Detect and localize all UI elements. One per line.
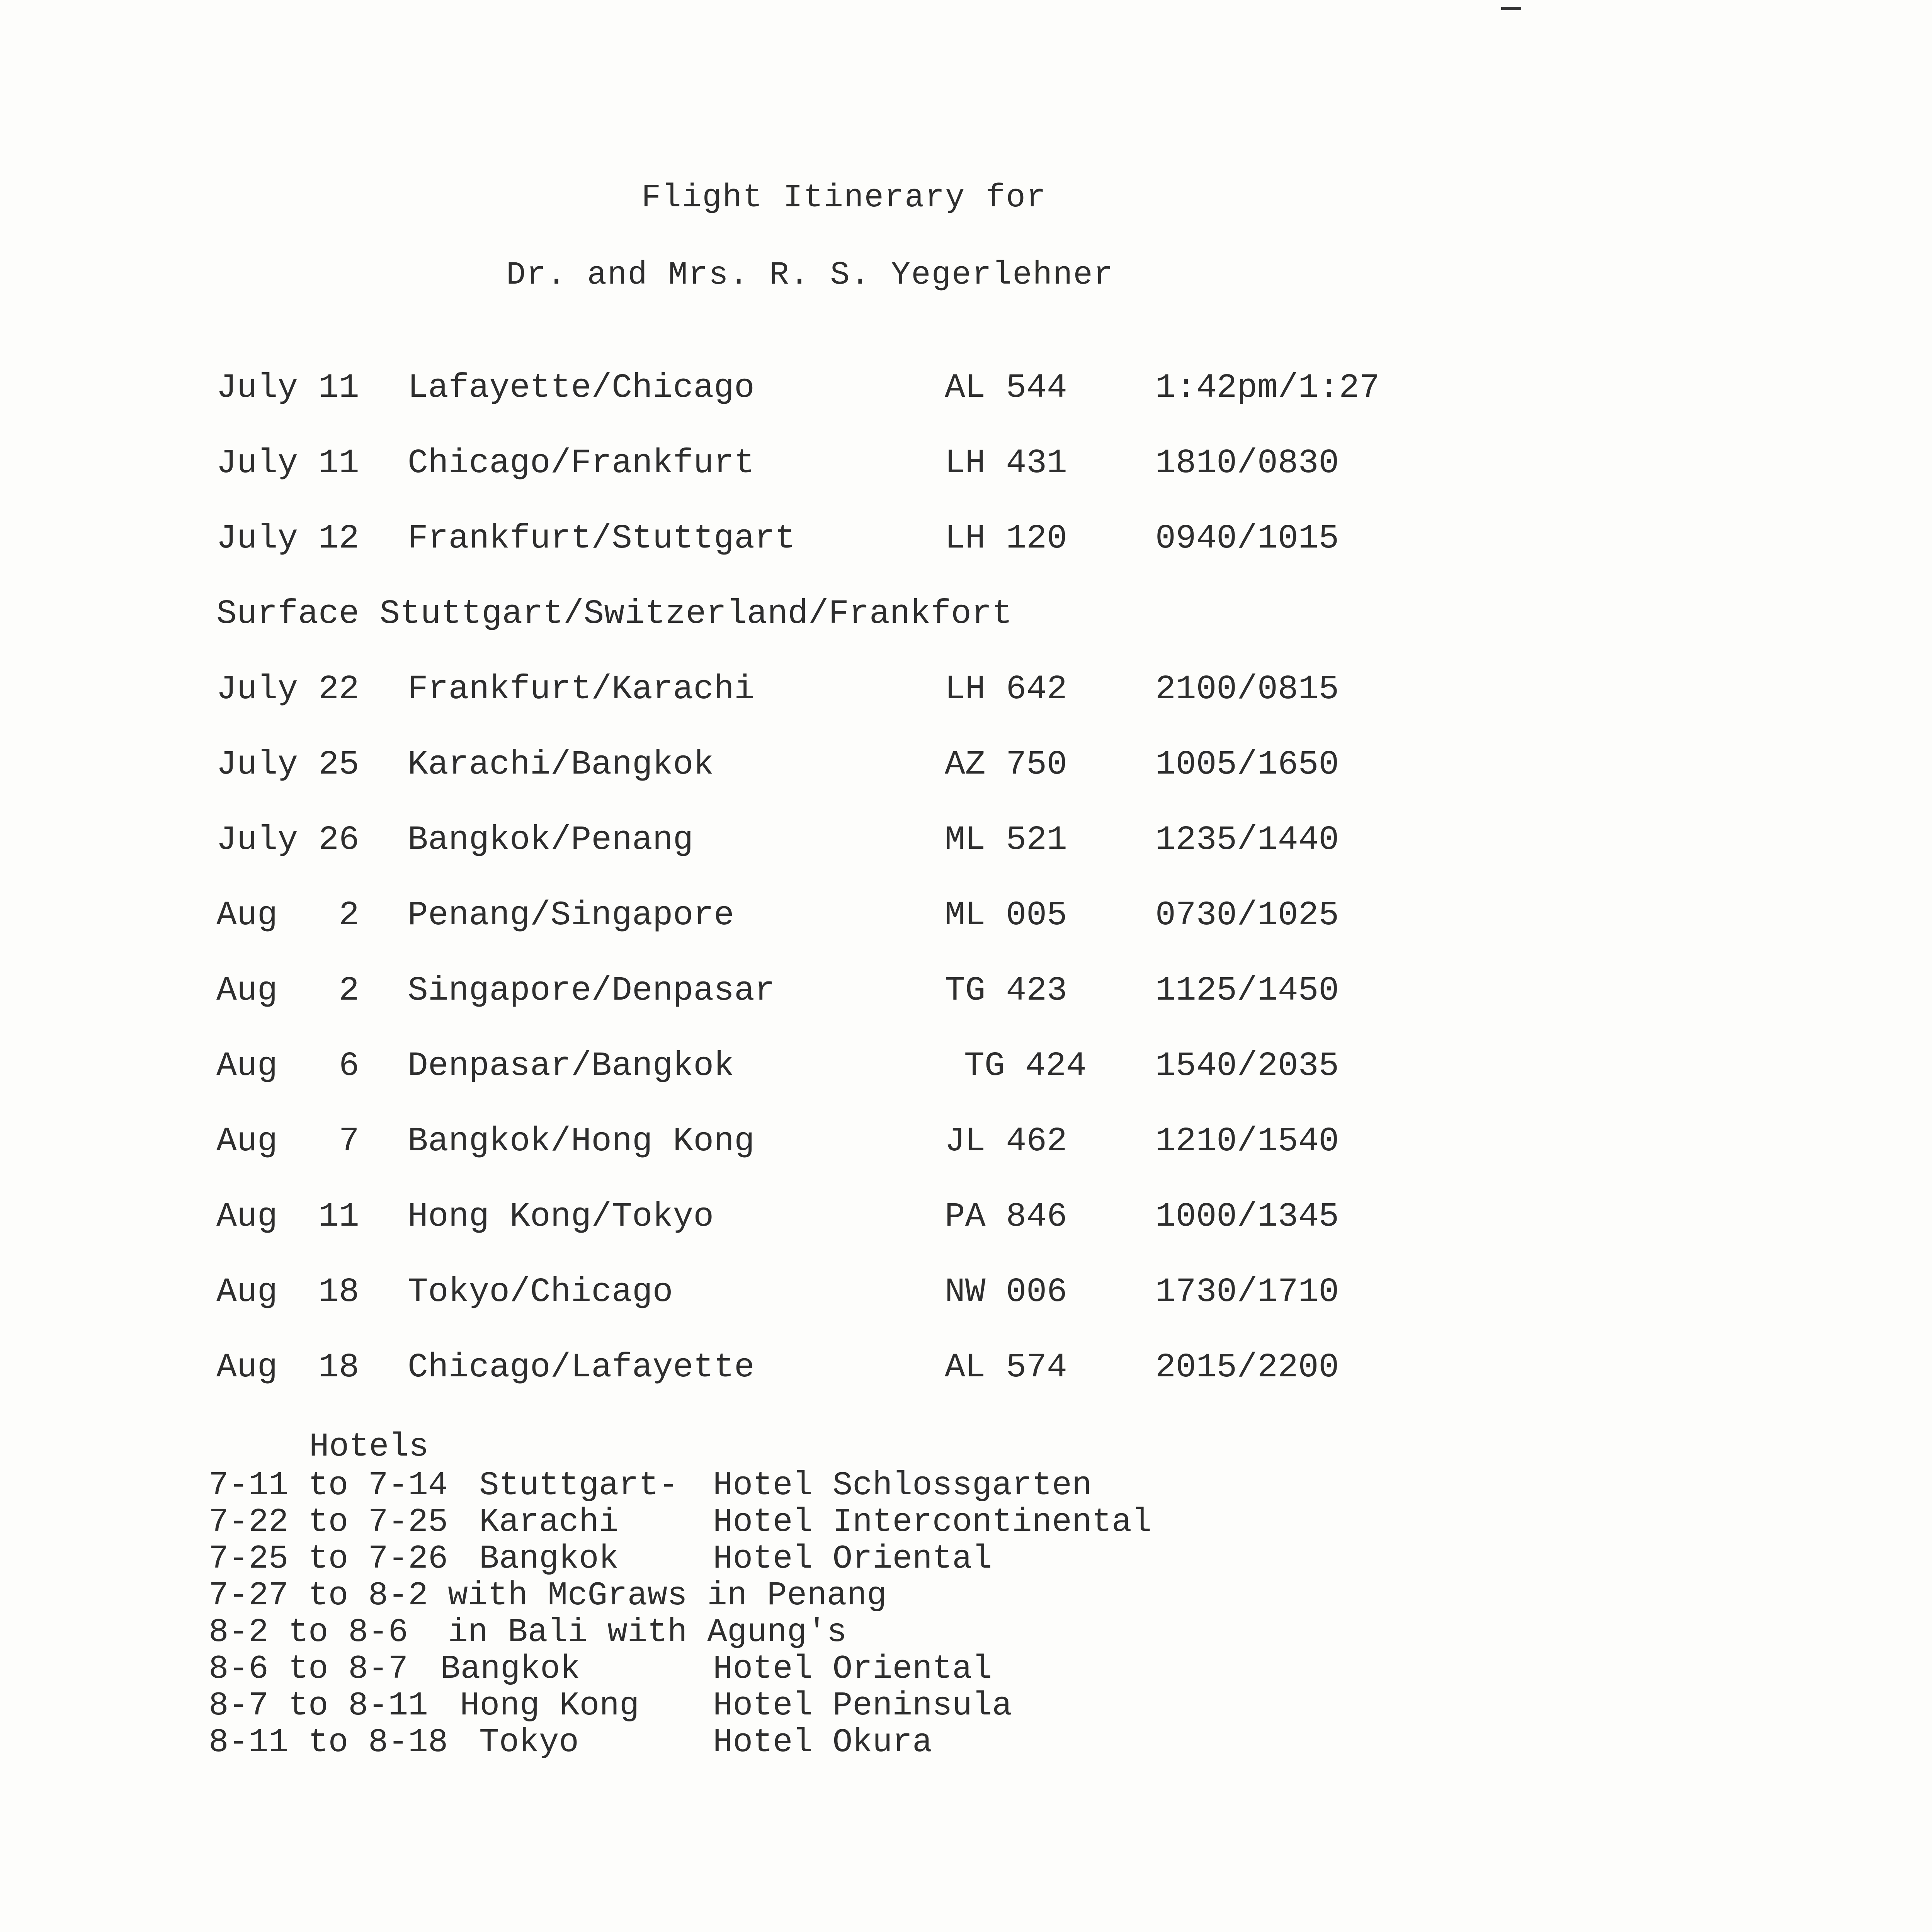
flight-route: Penang/Singapore bbox=[408, 896, 734, 935]
flight-date: July 12 bbox=[216, 520, 359, 558]
flight-date: Aug 2 bbox=[216, 896, 359, 935]
flight-route: Frankfurt/Karachi bbox=[408, 670, 755, 709]
flight-row bbox=[0, 1273, 1932, 1320]
hotel-dates: 8-7 to 8-11 bbox=[209, 1687, 428, 1725]
hotels-heading: Hotels bbox=[309, 1428, 429, 1466]
flight-number: LH 120 bbox=[945, 520, 1067, 558]
flight-number: LH 642 bbox=[945, 670, 1067, 709]
flight-number: LH 431 bbox=[945, 444, 1067, 483]
flight-date: July 11 bbox=[216, 444, 359, 483]
flight-route: Chicago/Frankfurt bbox=[408, 444, 755, 483]
flight-date: July 25 bbox=[216, 746, 359, 784]
flight-row bbox=[0, 444, 1932, 491]
document-title: Flight Itinerary for bbox=[641, 180, 1047, 216]
hotel-city: Bangkok bbox=[440, 1650, 580, 1688]
flight-date: July 26 bbox=[216, 821, 359, 859]
flight-route: Lafayette/Chicago bbox=[408, 369, 755, 407]
flight-row bbox=[0, 896, 1932, 943]
flight-date: Aug 2 bbox=[216, 972, 359, 1010]
flight-route: Hong Kong/Tokyo bbox=[408, 1198, 714, 1236]
flight-number: JL 462 bbox=[945, 1122, 1067, 1161]
flight-times: 1810/0830 bbox=[1155, 444, 1339, 483]
flight-times: 2015/2200 bbox=[1155, 1349, 1339, 1387]
flight-route: Frankfurt/Stuttgart bbox=[408, 520, 796, 558]
flight-number: AZ 750 bbox=[945, 746, 1067, 784]
hotel-city: Stuttgart- bbox=[479, 1466, 679, 1504]
hotel-name: Hotel Oriental bbox=[713, 1650, 992, 1688]
surface-travel-line: Surface Stuttgart/Switzerland/Frankfort bbox=[216, 595, 1012, 633]
hotel-name: Hotel Okura bbox=[713, 1723, 932, 1761]
flight-route: Bangkok/Hong Kong bbox=[408, 1122, 755, 1161]
flight-number: TG 423 bbox=[945, 972, 1067, 1010]
hotel-city: Tokyo bbox=[479, 1723, 579, 1761]
flight-route: Tokyo/Chicago bbox=[408, 1273, 673, 1311]
flight-times: 1000/1345 bbox=[1155, 1198, 1339, 1236]
document-subtitle: Dr. and Mrs. R. S. Yegerlehner bbox=[506, 257, 1114, 294]
flight-row bbox=[0, 670, 1932, 717]
flight-row bbox=[0, 369, 1932, 415]
hotel-dates: 7-25 to 7-26 bbox=[209, 1540, 448, 1578]
flight-route: Karachi/Bangkok bbox=[408, 746, 714, 784]
flight-times: 1:42pm/1:27 bbox=[1155, 369, 1380, 407]
hotel-city: Karachi bbox=[479, 1503, 619, 1541]
flight-times: 1005/1650 bbox=[1155, 746, 1339, 784]
flight-date: Aug 7 bbox=[216, 1122, 359, 1161]
hotel-name: Hotel Schlossgarten bbox=[713, 1466, 1092, 1504]
flight-times: 1540/2035 bbox=[1155, 1047, 1339, 1085]
flight-route: Denpasar/Bangkok bbox=[408, 1047, 734, 1085]
flight-number: NW 006 bbox=[945, 1273, 1067, 1311]
hotel-city: Hong Kong bbox=[460, 1687, 639, 1725]
flight-row bbox=[0, 520, 1932, 566]
flight-number: ML 005 bbox=[945, 896, 1067, 935]
flight-date: Aug 18 bbox=[216, 1349, 359, 1387]
flight-date: July 22 bbox=[216, 670, 359, 709]
hotel-dates: 7-22 to 7-25 bbox=[209, 1503, 448, 1541]
flight-row bbox=[0, 1349, 1932, 1395]
hotel-city: Bangkok bbox=[479, 1540, 619, 1578]
flight-number: ML 521 bbox=[945, 821, 1067, 859]
flight-date: Aug 11 bbox=[216, 1198, 359, 1236]
hotel-dates: 8-6 to 8-7 bbox=[209, 1650, 408, 1688]
flight-date: July 11 bbox=[216, 369, 359, 407]
hotel-note-text: 7-27 to 8-2 with McGraws in Penang bbox=[209, 1577, 887, 1614]
flight-number: AL 574 bbox=[945, 1349, 1067, 1387]
flight-times: 1125/1450 bbox=[1155, 972, 1339, 1010]
flight-row bbox=[0, 821, 1932, 867]
hotel-dates: 8-11 to 8-18 bbox=[209, 1723, 448, 1761]
flight-row bbox=[0, 746, 1932, 792]
flight-date: Aug 18 bbox=[216, 1273, 359, 1311]
flight-number: PA 846 bbox=[945, 1198, 1067, 1236]
flight-route: Singapore/Denpasar bbox=[408, 972, 775, 1010]
flight-number: AL 544 bbox=[945, 369, 1067, 407]
flight-times: 2100/0815 bbox=[1155, 670, 1339, 709]
paper-mark bbox=[1501, 7, 1521, 10]
hotel-name: Hotel Peninsula bbox=[713, 1687, 1012, 1725]
flight-times: 0940/1015 bbox=[1155, 520, 1339, 558]
flight-row bbox=[0, 1047, 1932, 1094]
flight-date: Aug 6 bbox=[216, 1047, 359, 1085]
hotel-dates: 7-11 to 7-14 bbox=[209, 1466, 448, 1504]
flight-times: 1210/1540 bbox=[1155, 1122, 1339, 1161]
flight-times: 0730/1025 bbox=[1155, 896, 1339, 935]
hotel-name: Hotel Intercontinental bbox=[713, 1503, 1152, 1541]
flight-number: TG 424 bbox=[964, 1047, 1087, 1085]
hotel-note-text: 8-2 to 8-6 in Bali with Agung's bbox=[209, 1613, 847, 1651]
flight-route: Chicago/Lafayette bbox=[408, 1349, 755, 1387]
flight-times: 1730/1710 bbox=[1155, 1273, 1339, 1311]
flight-row bbox=[0, 1122, 1932, 1169]
flight-row bbox=[0, 972, 1932, 1018]
hotel-name: Hotel Oriental bbox=[713, 1540, 992, 1578]
flight-times: 1235/1440 bbox=[1155, 821, 1339, 859]
flight-row bbox=[0, 1198, 1932, 1244]
flight-route: Bangkok/Penang bbox=[408, 821, 694, 859]
